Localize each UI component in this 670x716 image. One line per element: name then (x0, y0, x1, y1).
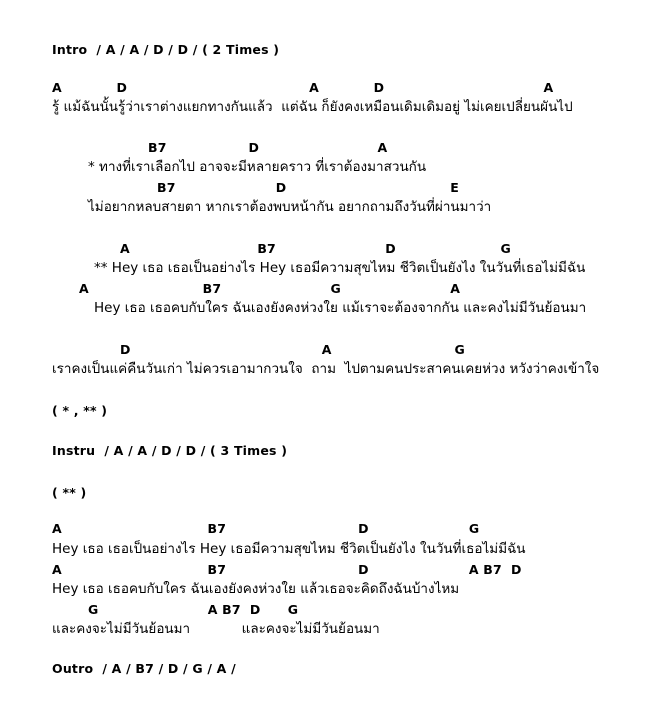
lyric-line: เราคงเป็นแค่คืนวันเก่า ไม่ควรเอามากวนใจ ถาม ไปตามคนประสาคนเคยห่วง หวังว่าคงเข้าใจ (52, 361, 600, 377)
lyric-line: Hey เธอ เธอเป็นอย่างไร Hey เธอมีความสุขไหม ชีวิตเป็นยังไง ในวันที่เธอไม่มีฉัน (52, 541, 526, 557)
section-label: Instru / A / A / D / D / ( 3 Times ) (52, 443, 288, 458)
chord-line: B7 D E (157, 180, 459, 195)
chord-line: A D A D A (52, 80, 554, 95)
lyric-line: รู้ แม้ฉันนั้นรู้ว่าเราต่างแยกทางกันแล้ว แต่ฉัน ก็ยังคงเหมือนเดิมเดิมอยู่ ไม่เคยเปลี่ยนผันไป (52, 99, 573, 115)
repeat-marker: ( * , ** ) (52, 403, 108, 418)
lyric-line: ไม่อยากหลบสายตา หากเราต้องพบหน้ากัน อยากถามถึงวันที่ผ่านมาว่า (88, 199, 492, 215)
chord-line: D A G (120, 342, 465, 357)
lyric-line: Hey เธอ เธอคบกับใคร ฉันเองยังคงห่วงใย แม้เราจะต้องจากกัน และคงไม่มีวันย้อนมา (94, 300, 587, 316)
section-label: Intro / A / A / D / D / ( 2 Times ) (52, 42, 280, 57)
lyric-line: Hey เธอ เธอคบกับใคร ฉันเองยังคงห่วงใย แล้วเธอจะคิดถึงฉันบ้างไหม (52, 581, 460, 597)
repeat-marker: ( ** ) (52, 485, 87, 500)
chord-line: A B7 G A (79, 281, 461, 296)
chord-line: A B7 D A B7 D (52, 562, 522, 577)
chord-line: B7 D A (148, 140, 388, 155)
lyric-line: ** Hey เธอ เธอเป็นอย่างไร Hey เธอมีความสุขไหม ชีวิตเป็นยังไง ในวันที่เธอไม่มีฉัน (94, 260, 586, 276)
chord-line: G A B7 D G (88, 602, 299, 617)
lyric-line: และคงจะไม่มีวันย้อนมา และคงจะไม่มีวันย้อนมา (52, 621, 380, 637)
section-label: Outro / A / B7 / D / G / A / (52, 661, 236, 676)
chord-line: A B7 D G (52, 521, 480, 536)
lyric-line: * ทางที่เราเลือกไป อาจจะมีหลายคราว ที่เราต้องมาสวนกัน (88, 159, 427, 175)
chord-line: A B7 D G (120, 241, 511, 256)
